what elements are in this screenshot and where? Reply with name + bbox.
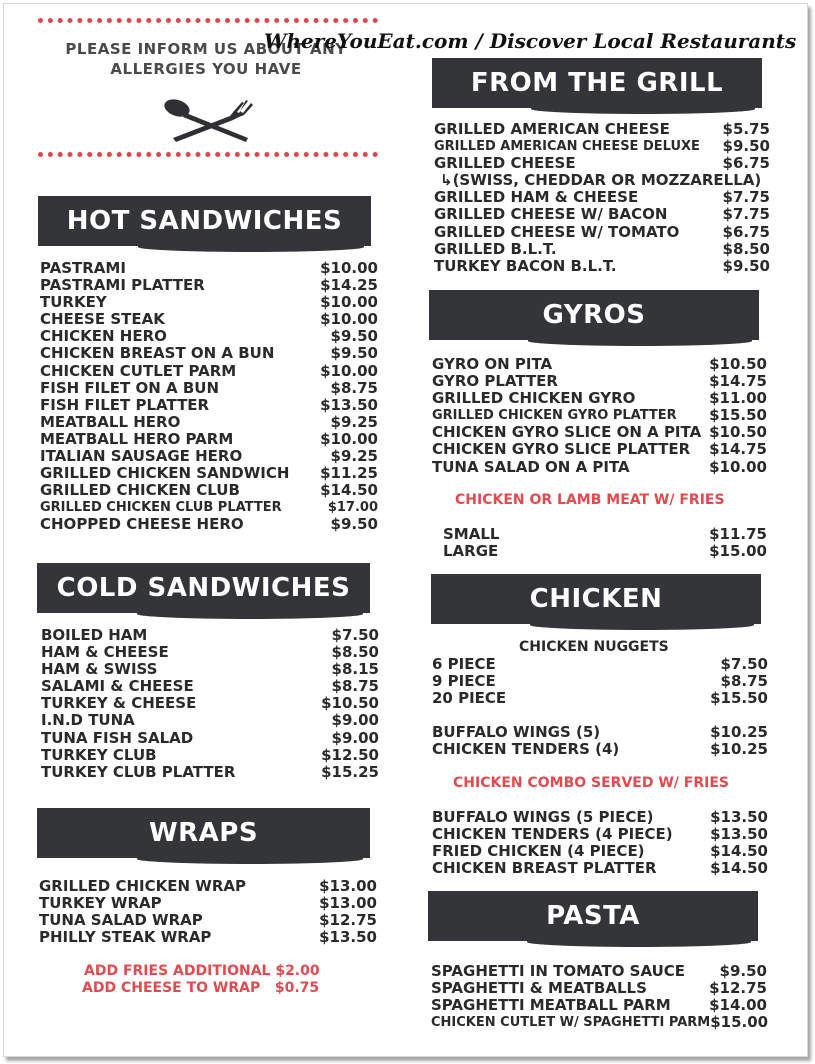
item-name: GRILLED CHICKEN GYRO PLATTER bbox=[432, 408, 677, 424]
item-price: $13.50 bbox=[320, 395, 378, 414]
item-price: $12.75 bbox=[709, 979, 767, 998]
item-price: $10.00 bbox=[320, 361, 378, 380]
note-price: $0.75 bbox=[274, 980, 320, 996]
item-name: GRILLED CHICKEN GYRO bbox=[432, 389, 636, 408]
item-price: $7.50 bbox=[720, 655, 768, 673]
item-name: PASTRAMI PLATTER bbox=[40, 276, 205, 295]
section-header-from-the-grill: FROM THE GRILL bbox=[432, 58, 762, 108]
item-price: $10.50 bbox=[709, 355, 767, 373]
list-item bbox=[432, 673, 768, 690]
list-item bbox=[432, 860, 768, 877]
item-price: $11.25 bbox=[320, 464, 378, 483]
list-item bbox=[39, 878, 377, 895]
list-item bbox=[40, 294, 378, 311]
item-name: TURKEY BACON B.L.T. bbox=[434, 256, 617, 275]
item-name: LARGE bbox=[443, 542, 499, 561]
item-price: $15.50 bbox=[710, 689, 768, 708]
section-header-hot-sandwiches: HOT SANDWICHES bbox=[38, 196, 371, 246]
item-price: $9.50 bbox=[330, 344, 378, 363]
item-price: $9.50 bbox=[722, 137, 770, 156]
list-item bbox=[41, 678, 379, 695]
list-item bbox=[40, 363, 378, 380]
list-item bbox=[40, 465, 378, 482]
list-item bbox=[443, 543, 767, 560]
note-text: ADD CHEESE TO WRAP bbox=[82, 980, 261, 996]
list-item bbox=[434, 206, 770, 223]
item-name: SPAGHETTI IN TOMATO SAUCE bbox=[431, 962, 686, 980]
item-name: GRILLED B.L.T. bbox=[434, 239, 557, 258]
item-price: $8.50 bbox=[722, 239, 770, 258]
list-item bbox=[40, 380, 378, 397]
list-item bbox=[40, 482, 378, 499]
item-name: CHOPPED CHEESE HERO bbox=[40, 515, 244, 534]
item-name: CHICKEN HERO bbox=[40, 327, 167, 346]
list-item bbox=[41, 730, 379, 747]
item-name: HAM & SWISS bbox=[41, 660, 158, 679]
list-item bbox=[432, 390, 767, 407]
item-name: CHEESE STEAK bbox=[40, 310, 165, 329]
chicken-nuggets-subtitle: CHICKEN NUGGETS bbox=[519, 639, 669, 655]
list-item bbox=[432, 424, 767, 441]
item-price: $11.75 bbox=[709, 525, 767, 543]
list-item bbox=[432, 741, 768, 758]
hot-sandwiches-list bbox=[40, 260, 378, 534]
section-header-cold-sandwiches: COLD SANDWICHES bbox=[37, 563, 370, 613]
item-price: $13.00 bbox=[319, 877, 377, 895]
item-name: 6 PIECE bbox=[432, 655, 496, 673]
list-item bbox=[434, 189, 770, 206]
item-price: $14.50 bbox=[320, 481, 378, 500]
list-item bbox=[40, 328, 378, 345]
item-name: FISH FILET ON A BUN bbox=[40, 378, 220, 397]
item-price: $9.00 bbox=[331, 728, 379, 747]
add-fries-note bbox=[84, 963, 320, 979]
item-name: GYRO PLATTER bbox=[432, 372, 558, 391]
item-name: TURKEY CLUB PLATTER bbox=[41, 762, 236, 781]
list-item bbox=[41, 747, 379, 764]
watermark: WhereYouEat.com / Discover Local Restaurants bbox=[264, 29, 797, 53]
list-item bbox=[41, 695, 379, 712]
item-price: $9.00 bbox=[331, 711, 379, 730]
item-name: CHICKEN TENDERS (4 PIECE) bbox=[432, 825, 673, 844]
item-name: SALAMI & CHEESE bbox=[41, 677, 194, 696]
item-name: GRILLED CHICKEN CLUB bbox=[40, 481, 240, 500]
dotted-divider-top bbox=[38, 18, 378, 23]
item-name: TUNA FISH SALAD bbox=[41, 728, 194, 747]
item-price: $7.50 bbox=[331, 626, 379, 644]
item-price: $17.00 bbox=[327, 500, 378, 516]
note-text: ADD FRIES ADDITIONAL bbox=[84, 963, 271, 979]
item-price: $8.75 bbox=[331, 677, 379, 696]
list-item bbox=[432, 843, 768, 860]
list-item bbox=[432, 441, 767, 458]
item-price: $15.25 bbox=[321, 762, 379, 781]
item-price: $10.50 bbox=[709, 423, 767, 442]
pasta-list bbox=[431, 963, 767, 1031]
item-price: $12.75 bbox=[319, 911, 377, 930]
list-item bbox=[431, 1014, 767, 1031]
item-price: $13.50 bbox=[710, 825, 768, 844]
item-name: CHICKEN GYRO SLICE ON A PITA bbox=[432, 423, 702, 442]
item-name: BUFFALO WINGS (5 PIECE) bbox=[432, 808, 654, 826]
item-price: $10.00 bbox=[709, 457, 767, 476]
item-price: $14.75 bbox=[709, 372, 767, 391]
item-price: $10.00 bbox=[320, 259, 378, 277]
item-price: $10.25 bbox=[710, 740, 768, 759]
item-name: CHICKEN CUTLET PARM bbox=[40, 361, 237, 380]
list-item bbox=[41, 644, 379, 661]
item-price: $9.25 bbox=[330, 412, 378, 431]
list-item bbox=[432, 407, 767, 424]
gyros-list bbox=[432, 356, 767, 476]
list-item bbox=[434, 224, 770, 241]
item-price: $8.75 bbox=[720, 672, 768, 691]
list-item bbox=[434, 172, 770, 189]
list-item bbox=[432, 356, 767, 373]
item-name: GRILLED CHEESE W/ BACON bbox=[434, 205, 668, 224]
item-price: $10.00 bbox=[320, 293, 378, 312]
item-name: TUNA SALAD ON A PITA bbox=[432, 457, 630, 476]
item-name: PASTRAMI bbox=[40, 259, 126, 277]
item-price: $7.75 bbox=[722, 188, 770, 207]
section-header-wraps: WRAPS bbox=[37, 808, 370, 858]
item-price: $14.50 bbox=[710, 859, 768, 878]
list-item bbox=[40, 431, 378, 448]
item-price: $13.00 bbox=[319, 894, 377, 913]
item-name: CHICKEN BREAST ON A BUN bbox=[40, 344, 275, 363]
item-name: GRILLED CHICKEN WRAP bbox=[39, 877, 246, 895]
item-name: PHILLY STEAK WRAP bbox=[39, 928, 212, 947]
list-item bbox=[432, 459, 767, 476]
list-item bbox=[434, 258, 770, 275]
gyros-sizes-list bbox=[443, 526, 767, 560]
list-item bbox=[434, 241, 770, 258]
item-name: FISH FILET PLATTER bbox=[40, 395, 210, 414]
item-name: TURKEY CLUB bbox=[41, 745, 157, 764]
item-price: $6.75 bbox=[722, 222, 770, 241]
item-name: CHICKEN BREAST PLATTER bbox=[432, 859, 657, 878]
list-item bbox=[39, 929, 377, 946]
item-name: TUNA SALAD WRAP bbox=[39, 911, 203, 930]
item-name: I.N.D TUNA bbox=[41, 711, 135, 730]
item-name: GRILLED AMERICAN CHEESE bbox=[434, 120, 670, 138]
item-name: 9 PIECE bbox=[432, 672, 496, 691]
item-name: CHICKEN CUTLET W/ SPAGHETTI PARM bbox=[431, 1015, 711, 1031]
list-item bbox=[39, 912, 377, 929]
section-header-pasta: PASTA bbox=[428, 891, 758, 941]
list-item bbox=[432, 826, 768, 843]
item-name: BOILED HAM bbox=[41, 626, 148, 644]
item-name: SMALL bbox=[443, 525, 500, 543]
section-header-gyros: GYROS bbox=[429, 290, 759, 340]
item-name: GYRO ON PITA bbox=[432, 355, 553, 373]
item-price: $13.50 bbox=[710, 808, 768, 826]
item-name: CHICKEN TENDERS (4) bbox=[432, 740, 620, 759]
item-name: SPAGHETTI MEATBALL PARM bbox=[431, 996, 671, 1015]
item-name: CHICKEN GYRO SLICE PLATTER bbox=[432, 440, 691, 459]
item-name: GRILLED CHICKEN SANDWICH bbox=[40, 464, 290, 483]
from-the-grill-list bbox=[434, 121, 770, 275]
item-price: $14.25 bbox=[320, 276, 378, 295]
list-item bbox=[432, 809, 768, 826]
chicken-nuggets-list bbox=[432, 656, 768, 707]
item-price: $10.25 bbox=[710, 723, 768, 741]
item-price: $9.50 bbox=[330, 327, 378, 346]
item-price: $14.00 bbox=[709, 996, 767, 1015]
item-price: $10.50 bbox=[321, 694, 379, 713]
gyros-combo-note: CHICKEN OR LAMB MEAT W/ FRIES bbox=[455, 492, 725, 508]
list-item bbox=[41, 627, 379, 644]
list-item bbox=[40, 499, 378, 516]
item-name: ITALIAN SAUSAGE HERO bbox=[40, 447, 243, 466]
item-name: 20 PIECE bbox=[432, 689, 507, 708]
item-name: TURKEY WRAP bbox=[39, 894, 162, 913]
item-name: GRILLED CHEESE bbox=[434, 154, 576, 173]
list-item bbox=[432, 724, 768, 741]
add-cheese-note bbox=[82, 980, 319, 996]
section-header-chicken: CHICKEN bbox=[431, 574, 761, 624]
item-name: FRIED CHICKEN (4 PIECE) bbox=[432, 842, 645, 861]
item-price: $6.75 bbox=[722, 154, 770, 173]
item-name: BUFFALO WINGS (5) bbox=[432, 723, 601, 741]
list-item bbox=[434, 155, 770, 172]
item-price: $13.50 bbox=[319, 928, 377, 947]
list-item bbox=[432, 656, 768, 673]
list-item bbox=[432, 373, 767, 390]
allergy-notice: PLEASE INFORM US ABOUT ANY ALLERGIES YOU HAVE bbox=[65, 40, 347, 78]
item-price: $12.50 bbox=[321, 745, 379, 764]
item-price: $8.15 bbox=[331, 660, 379, 679]
fork-and-spoon-icon bbox=[160, 98, 254, 144]
item-price: $11.00 bbox=[709, 389, 767, 408]
item-name: GRILLED CHICKEN CLUB PLATTER bbox=[40, 500, 282, 516]
cold-sandwiches-list bbox=[41, 627, 379, 781]
item-price: $14.50 bbox=[710, 842, 768, 861]
item-price: $9.50 bbox=[719, 962, 767, 980]
item-price: $9.50 bbox=[722, 256, 770, 275]
list-item bbox=[41, 764, 379, 781]
chicken-combo-note: CHICKEN COMBO SERVED W/ FRIES bbox=[453, 775, 729, 791]
item-price: $5.75 bbox=[722, 120, 770, 138]
list-item bbox=[434, 138, 770, 155]
item-name: HAM & CHEESE bbox=[41, 643, 169, 662]
list-item bbox=[40, 277, 378, 294]
item-price: $10.00 bbox=[320, 429, 378, 448]
item-price: $10.00 bbox=[320, 310, 378, 329]
chicken-items-list bbox=[432, 724, 768, 758]
list-item bbox=[431, 963, 767, 980]
item-price: $14.75 bbox=[709, 440, 767, 459]
note-price: $2.00 bbox=[275, 963, 320, 979]
item-name: GRILLED HAM & CHEESE bbox=[434, 188, 639, 207]
list-item bbox=[443, 526, 767, 543]
item-price: $15.00 bbox=[710, 1013, 769, 1032]
list-item bbox=[41, 712, 379, 729]
list-item bbox=[39, 895, 377, 912]
list-item bbox=[431, 980, 767, 997]
list-item bbox=[40, 311, 378, 328]
chicken-combos-list bbox=[432, 809, 768, 877]
item-name: TURKEY bbox=[40, 293, 107, 312]
list-item bbox=[432, 690, 768, 707]
item-price: $15.50 bbox=[709, 406, 767, 425]
item-name: GRILLED CHEESE W/ TOMATO bbox=[434, 222, 680, 241]
item-name: SPAGHETTI & MEATBALLS bbox=[431, 979, 647, 998]
list-item bbox=[40, 448, 378, 465]
item-name: MEATBALL HERO PARM bbox=[40, 429, 234, 448]
dotted-divider-bottom bbox=[38, 152, 378, 157]
item-name: GRILLED AMERICAN CHEESE DELUXE bbox=[434, 139, 700, 155]
list-item bbox=[434, 121, 770, 138]
item-price: $15.00 bbox=[709, 542, 767, 561]
item-price: $9.25 bbox=[330, 447, 378, 466]
list-item bbox=[40, 516, 378, 533]
item-price: $8.75 bbox=[330, 378, 378, 397]
list-item bbox=[431, 997, 767, 1014]
list-item bbox=[40, 414, 378, 431]
list-item bbox=[41, 661, 379, 678]
list-item bbox=[40, 260, 378, 277]
list-item bbox=[40, 345, 378, 362]
item-price: $8.50 bbox=[331, 643, 379, 662]
item-name: MEATBALL HERO bbox=[40, 412, 181, 431]
item-price: $9.50 bbox=[330, 515, 378, 534]
list-item bbox=[40, 397, 378, 414]
item-name: ↳(SWISS, CHEDDAR OR MOZZARELLA) bbox=[440, 171, 762, 190]
item-name: TURKEY & CHEESE bbox=[41, 694, 197, 713]
item-price: $7.75 bbox=[722, 205, 770, 224]
wraps-list bbox=[39, 878, 377, 946]
